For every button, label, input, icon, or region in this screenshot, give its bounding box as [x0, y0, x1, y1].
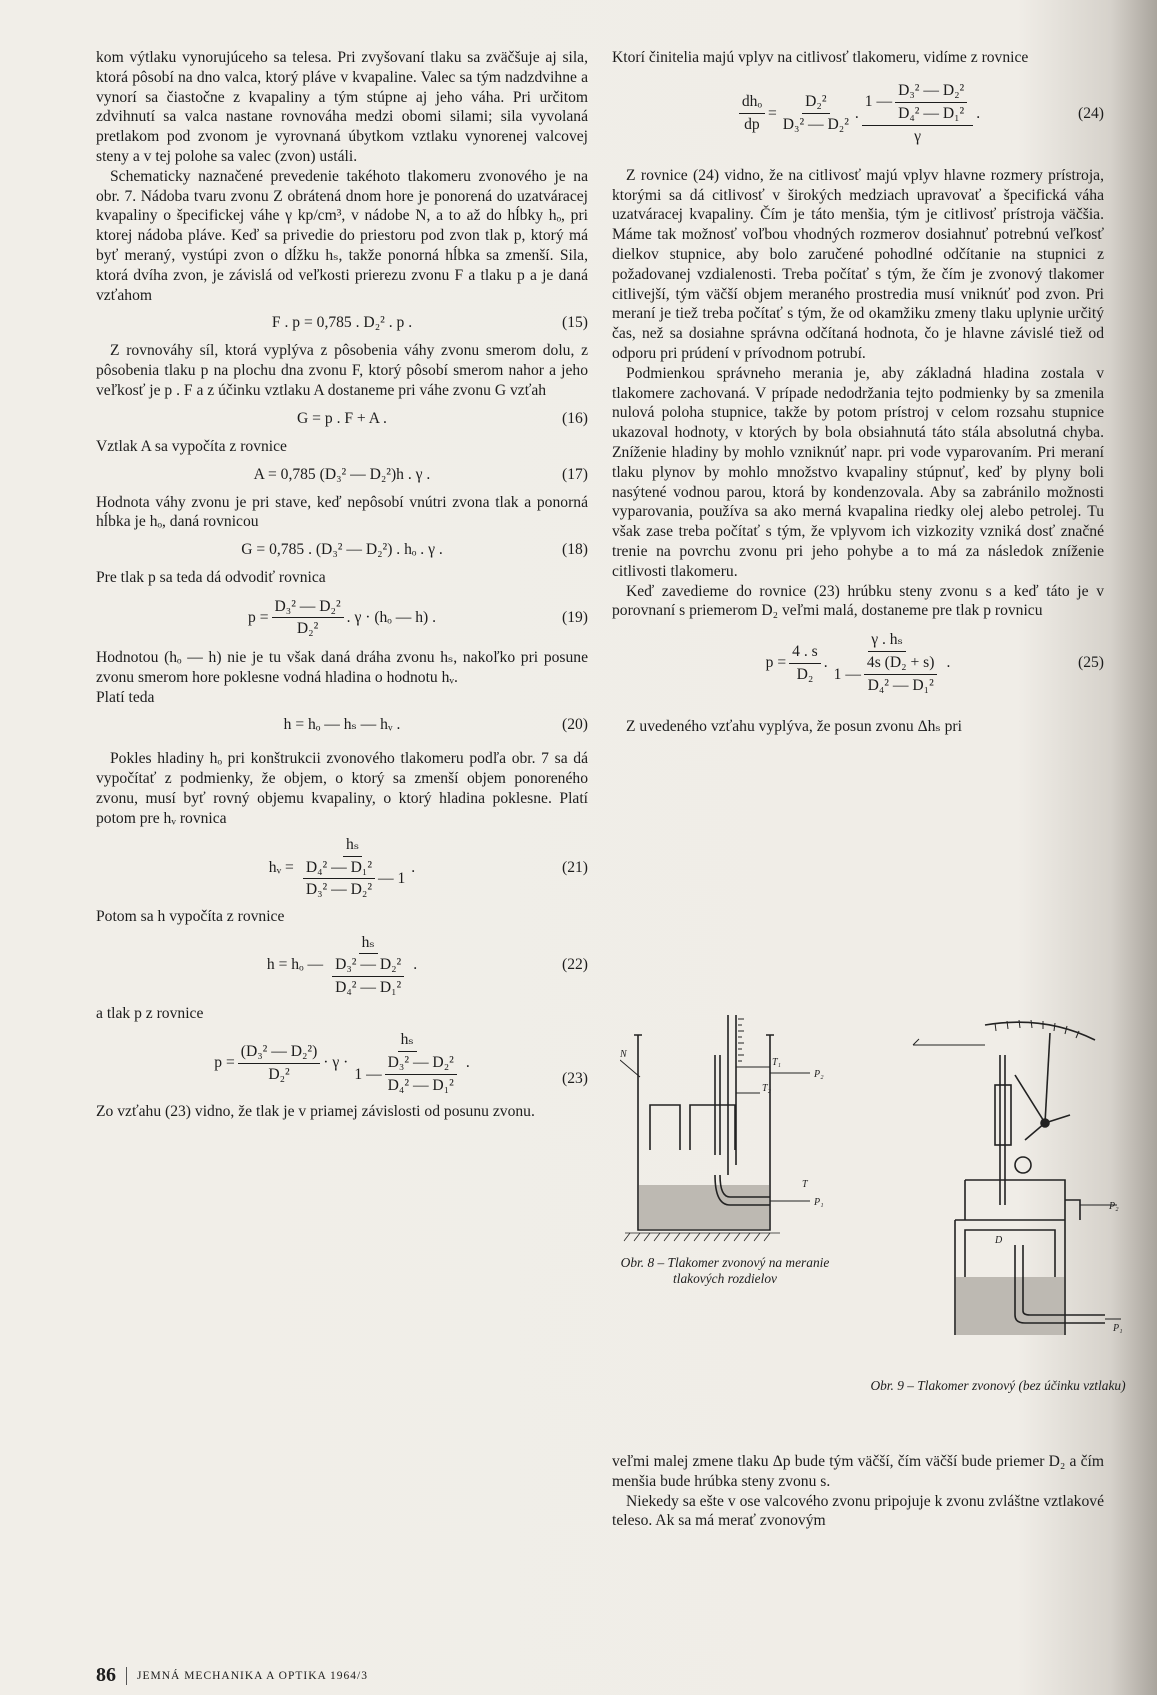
right-column — [612, 48, 1104, 737]
equation-number: (22) — [562, 956, 588, 974]
right-column-bottom — [612, 1452, 1104, 1531]
figure-9-diagram — [885, 1005, 1125, 1335]
paragraph: Z rovnováhy síl, ktorá vyplýva z pôsobenia váhy zvonu smerom dolu, z pôsobenia tlaku p na plochu dna zvonu F, ktorý pôsobí smerom nahor a jeho veľkosť je p . F a z účinku vztlaku A dostaneme pri váhe zvonu G vzťah — [96, 342, 588, 399]
equation-number: (23) — [562, 1069, 588, 1087]
paragraph: Pre tlak p sa teda dá odvodiť rovnica — [96, 569, 326, 587]
paragraph: Schematicky naznačené prevedenie takéhoto tlakomeru zvonového je na obr. 7. Nádoba tvaru zvonu Z obrátená dnom hore je ponorená do uzatváracej kvapaliny o špecifickej váhe γ kp/cm³, v nádobe N, a to až do hĺbky hₒ, pri ktorej nádoba pláve. Keď sa privedie do priestoru pod zvon tlak p, ktorý má byť meraný, vystúpi zvon o dĺžku hₛ, takže ponorná hĺbka sa zmenší. Sila, ktorá dvíha zvon, je závislá od veľkosti prierezu zvonu F a tlaku p a je daná vzťahom — [96, 167, 588, 304]
equation-number: (25) — [1078, 654, 1104, 672]
equation-number: (18) — [562, 541, 588, 559]
equation-number: (20) — [562, 716, 588, 734]
paragraph: Keď zavedieme do rovnice (23) hrúbku steny zvonu s a keď táto je v porovnaní s priemerom D₂ veľmi malá, dostaneme pre tlak p rovnicu — [612, 582, 1104, 620]
equation-23: p = $\frac{\text{(D₃² — D₂²)}}{\text{D₂²}}$ · γ · hₛ 1 — $\frac{\text{D₃² — D₂²}}{\text{D₄² — D₁²}}$ . (23) — [214, 1031, 588, 1094]
equation-number: (16) — [562, 409, 588, 427]
equation-number: (15) — [562, 314, 588, 332]
paragraph: kom výtlaku vynorujúceho sa telesa. Pri zvyšovaní tlaku sa zväčšuje aj sila, ktorá pôsobí na dno valca, ktorý pláve v kvapaline. Valec sa tým nadzdvihne a vynorí sa čiastočne z kvapaliny a tým stúpne aj jeho váha. Pri určitom zdvihnutí sa valca nastane rovnováha medzi obomi silami; sila vyvolaná pretlakom pod zvonom je vyrovnaná úbytkom vztlaku vynorenej valcovej steny a v tej polohe sa valec (zvon) ustáli. — [96, 49, 588, 165]
paragraph: Pokles hladiny hₒ pri konštrukcii zvonového tlakomeru podľa obr. 7 sa dá vypočítať z podmienky, že objem, o ktorý sa zmenší objem ponoreného zvonu, musí byť rovný objemu kvapaliny, o ktorý hladina poklesne. Platí potom pre hᵥ rovnica — [96, 750, 588, 827]
equation-number: (21) — [562, 858, 588, 876]
paragraph: Ktorí činitelia majú vplyv na citlivosť tlakomeru, vidíme z rovnice — [612, 49, 1029, 66]
paragraph: Hodnotou (hₒ — h) nie je tu však daná dráha zvonu hₛ, nakoľko pri posune zvonu smerom hore poklesne vodná hladina o hodnotu hᵥ. — [96, 648, 588, 686]
label-n: N — [620, 1049, 627, 1060]
label-p2: P₂ — [1109, 1201, 1119, 1212]
paragraph: Vztlak A sa vypočíta z rovnice — [96, 437, 287, 455]
equation-25: p = $\frac{4 . s}{\text{D₂}}$ . γ . hₛ 1 — $\frac{\text{4s (D₂ + s)}}{\text{D₄² — D₁²}}$ . (25) — [765, 631, 1104, 695]
label-t2: T₂ — [762, 1083, 772, 1094]
paragraph: Niekedy sa ešte v ose valcového zvonu pripojuje k zvonu zvláštne vztlakové teleso. Ak sa má merať zvonovým — [612, 1492, 1104, 1530]
journal-name: JEMNÁ MECHANIKA A OPTIKA 1964/3 — [137, 1669, 368, 1682]
equation-number: (17) — [562, 465, 588, 483]
figure-8-caption: Obr. 8 – Tlakomer zvonový na meranie tlakových rozdielov — [620, 1255, 830, 1286]
equation-21: hᵥ = hₛ $\frac{\text{D₄² — D₁²}}{\text{D₃² — D₂²}}$ — 1 . (21) — [268, 835, 588, 899]
paragraph: Z rovnice (24) vidno, že na citlivosť majú vplyv hlavne rozmery prístroja, ktorými sa dá citlivosť v širokých medziach upravovať a špecifická váha uzatváracej kvapaliny. Čím je táto menšia, tým je citlivosť prístroja väčšia. Máme tak možnosť voľbou vhodných rozmerov dosiahnuť potrebnú veľkosť dielkov stupnice, aby bolo zaručené pohodlné odčítanie na stupnici z požadovanej vzdialenosti. Treba počítať s tým, že čím je zvonový tlakomer citlivejší, tým väčší objem meraného prostredia musí vniknúť pod zvon. Pri meraní je tiež treba počítať s tým, že od okamžiku zmeny tlaku uplynie určitý čas, než sa dosiahne správna odčítaná hodnota, čo je hlavne závislé tiež od odporu pri prúdení v prívodnom potrubí. — [612, 166, 1104, 362]
label-p1: P₁ — [1113, 1323, 1123, 1334]
label-d: D — [995, 1235, 1003, 1246]
paragraph: Podmienkou správneho merania je, aby základná hladina zostala v tlakomere zachovaná. V prípade nedodržania tejto podmienky by sa zmenila nulová poloha stupnice, takže by potom prístroj v celom rozsahu stupnice ukazoval hodnoty, v ktorých by bola obsiahnutá táto stála absolutná chyba. Zníženie hladiny by mohlo vzniknúť napr. pri vode vyparovaním. Pri meraní tlaku plynov by mohlo množstvo kvapaliny stúpnuť, keď by plyny boli nasýtené vodnou parou, ktorá by kondenzovala. Aby sa zabránilo možnosti vyparovania, používa sa ako merná kvapalina riedky olej alebo petrolej. Tu však zase treba počítať s tým, že vplyvom ich vizkozity vzniká dosť značné trenie na povrchu zvonu pri jeho pohybe a to má za následok zníženie citlivosti tlakomeru. — [612, 364, 1104, 580]
equation-22: h = hₒ — $\frac{\text{hₛ}}{\frac{\text{D₃² — D₂²}}{\text{D₄² — D₁²}}}$ . (22) — [266, 933, 588, 997]
left-column — [96, 48, 588, 1122]
equation-16: G = p . F + A . (16) — [297, 409, 588, 427]
paragraph: Z uvedeného vzťahu vyplýva, že posun zvonu Δhₛ pri — [626, 718, 962, 736]
equation-20: h = hₒ — hₛ — hᵥ . (20) — [283, 716, 588, 734]
equation-number: (24) — [1078, 104, 1104, 122]
equation-17: A = 0,785 (D₃² — D₂²)h . γ . (17) — [253, 465, 588, 483]
paragraph: a tlak p z rovnice — [96, 1005, 204, 1023]
equation-19: p = $\frac{\text{D₃² — D₂²}}{\text{D₂²}}$ . γ · (hₒ — h) . (19) — [248, 597, 588, 638]
page-number: 86 — [96, 1664, 116, 1686]
paragraph: veľmi malej zmene tlaku Δp bude tým väčší, čím väčší bude priemer D₂ a čím menšia bude hrúbka steny zvonu s. — [612, 1453, 1104, 1490]
label-p1: P₁ — [814, 1197, 824, 1208]
figure-8-diagram — [620, 1015, 850, 1250]
label-t1: T₁ — [772, 1057, 782, 1068]
equation-18: G = 0,785 . (D₃² — D₂²) . hₒ . γ . (18) — [241, 541, 588, 559]
footer-divider — [126, 1667, 127, 1685]
paragraph: Platí teda — [96, 688, 155, 706]
page-footer — [96, 1664, 368, 1687]
label-p2: P₂ — [814, 1069, 824, 1080]
equation-24: $\frac{\text{dhₒ}}{dp}$ = $\frac{\text{D₂²}}{\text{D₃² — D₂²}}$ . 1 — $\frac{\text{D₃² — D₂²}}{\text{D₄² — D₁²}}$ γ . (24) — [612, 68, 1104, 160]
label-t: T — [802, 1179, 808, 1190]
figure-9-caption: Obr. 9 – Tlakomer zvonový (bez účinku vztlaku) — [870, 1378, 1126, 1393]
equation-15: F . p = 0,785 . D₂² . p . (15) — [271, 314, 588, 332]
paragraph: Zo vzťahu (23) vidno, že tlak je v priamej závislosti od posunu zvonu. — [96, 1103, 535, 1121]
paragraph: Hodnota váhy zvonu je pri stave, keď nepôsobí vnútri zvona tlak a ponorná hĺbka je hₒ, daná rovnicou — [96, 493, 588, 531]
paragraph: Potom sa h vypočíta z rovnice — [96, 907, 285, 925]
equation-number: (19) — [562, 609, 588, 627]
